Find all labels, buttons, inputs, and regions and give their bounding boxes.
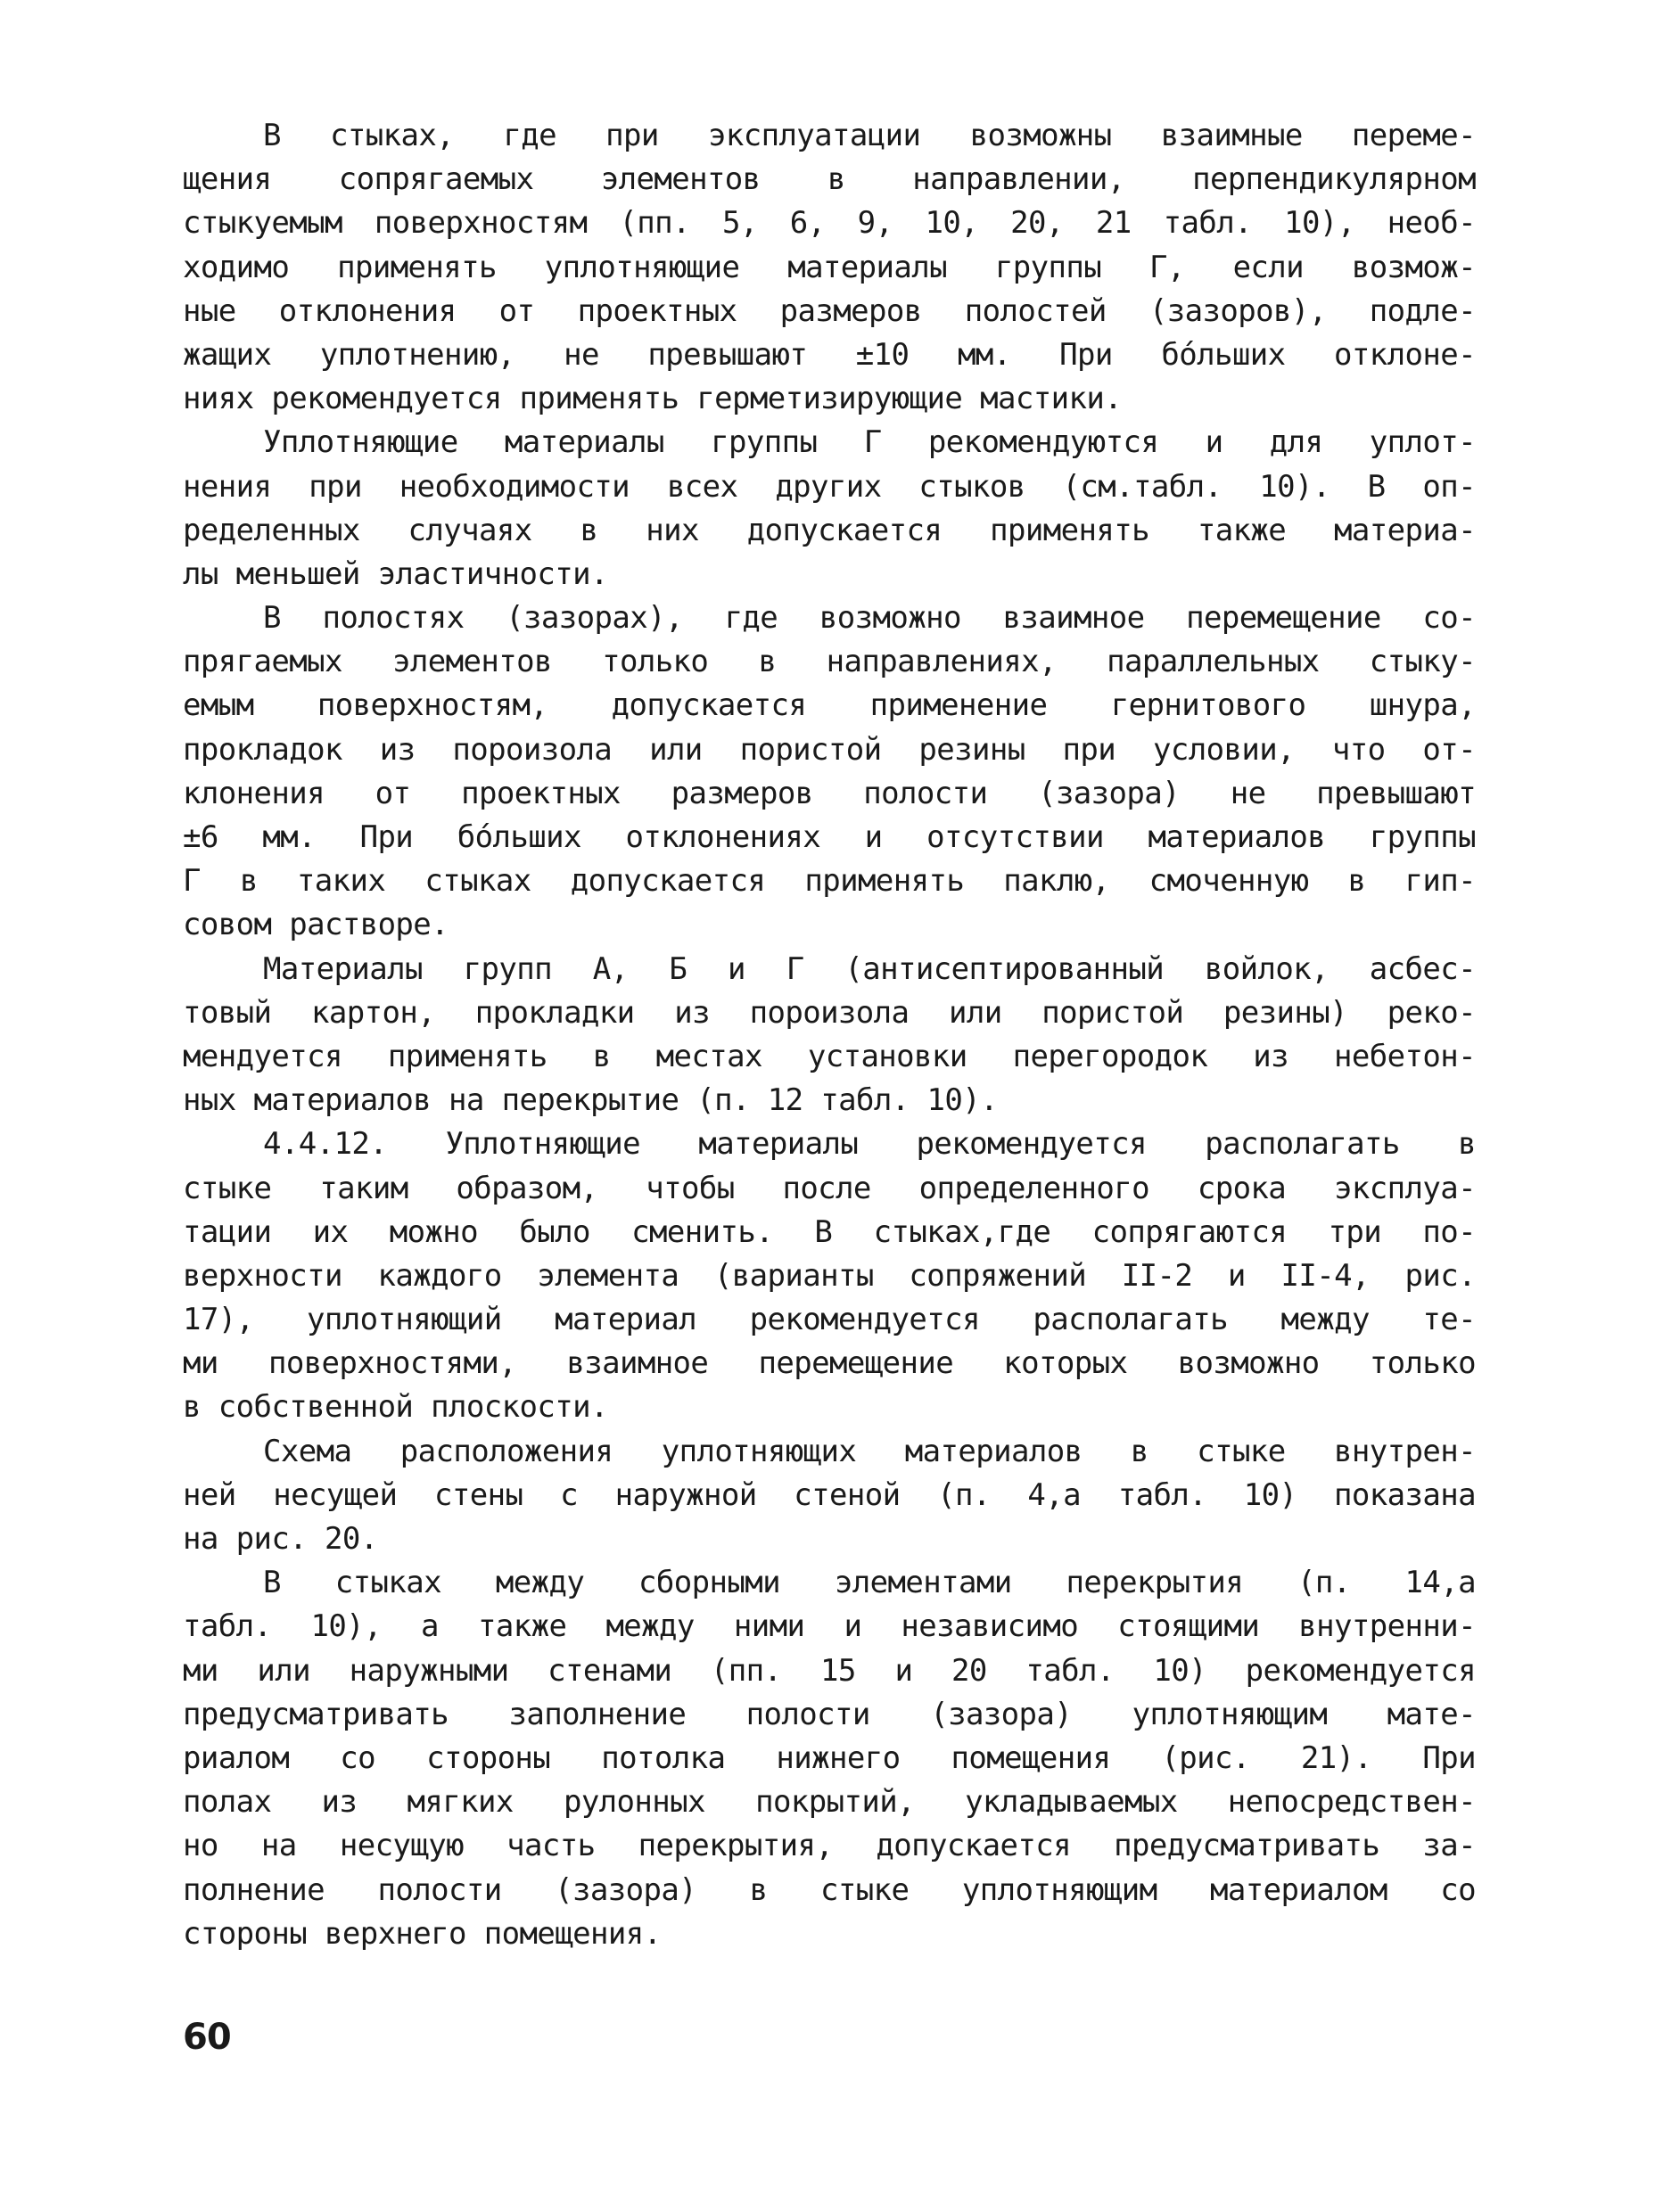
text-line: но на несущую часть перекрытия, допускается предусматривать за- — [183, 1828, 1476, 1864]
text-line: ми поверхностями, взаимное перемещение которых возможно только — [183, 1345, 1476, 1382]
text-line: стыкуемым поверхностям (пп. 5, 6, 9, 10, 20, 21 табл. 10), необ- — [183, 205, 1476, 242]
text-line: совом растворе. — [183, 907, 449, 943]
text-line: Уплотняющие материалы группы Г рекомендуются и для уплот- — [263, 424, 1476, 461]
text-line: прягаемых элементов только в направлениях, параллельных стыку- — [183, 644, 1476, 680]
text-line: на рис. 20. — [183, 1521, 378, 1557]
text-line: ми или наружными стенами (пп. 15 и 20 табл. 10) рекомендуется — [183, 1652, 1476, 1689]
text-line: товый картон, прокладки из пороизола или пористой резины) реко- — [183, 994, 1476, 1031]
text-line: лы меньшей эластичности. — [183, 555, 608, 592]
text-line: ных материалов на перекрытие (п. 12 табл. 10). — [183, 1082, 999, 1119]
text-line: риалом со стороны потолка нижнего помещения (рис. 21). При — [183, 1739, 1476, 1776]
text-line: верхности каждого элемента (варианты сопряжений II-2 и II-4, рис. — [183, 1257, 1476, 1294]
text-line: щения сопрягаемых элементов в направлении, перпендикулярном — [183, 161, 1476, 198]
text-line: стороны верхнего помещения. — [183, 1915, 662, 1952]
text-line: 4.4.12. Уплотняющие материалы рекомендуется располагать в — [263, 1126, 1476, 1163]
text-line: нения при необходимости всех других стыков (см.табл. 10). В оп- — [183, 468, 1476, 505]
text-line: В стыках между сборными элементами перекрытия (п. 14,а — [263, 1565, 1476, 1601]
text-line: Материалы групп А, Б и Г (антисептированный войлок, асбес- — [263, 950, 1476, 987]
text-line: ходимо применять уплотняющие материалы группы Г, если возмож- — [183, 249, 1476, 285]
text-line: клонения от проектных размеров полости (зазора) не превышают — [183, 775, 1476, 811]
text-line: стыке таким образом, чтобы после определенного срока эксплуа- — [183, 1170, 1476, 1206]
text-line: Схема расположения уплотняющих материалов в стыке внутрен- — [263, 1433, 1476, 1469]
body-text — [183, 114, 1476, 1956]
text-line: емым поверхностям, допускается применение гернитового шнура, — [183, 687, 1476, 724]
text-line: мендуется применять в местах установки перегородок из небетон- — [183, 1038, 1476, 1074]
text-line: табл. 10), а также между ними и независимо стоящими внутренни- — [183, 1608, 1476, 1645]
text-line: Г в таких стыках допускается применять паклю, смоченную в гип- — [183, 863, 1476, 900]
text-line: прокладок из пороизола или пористой резины при условии, что от- — [183, 731, 1476, 768]
text-line: ±6 мм. При бóльших отклонениях и отсутствии материалов группы — [183, 819, 1476, 855]
text-line: ределенных случаях в них допускается применять также материа- — [183, 512, 1476, 548]
page-number: 60 — [183, 2017, 231, 2058]
text-line: ные отклонения от проектных размеров полостей (зазоров), подле- — [183, 292, 1476, 329]
text-line: В стыках, где при эксплуатации возможны взаимные переме- — [263, 118, 1476, 153]
text-line: полах из мягких рулонных покрытий, укладываемых непосредствен- — [183, 1784, 1476, 1821]
text-line: полнение полости (зазора) в стыке уплотняющим материалом со — [183, 1871, 1476, 1908]
text-line: 17), уплотняющий материал рекомендуется располагать между те- — [183, 1302, 1476, 1338]
text-line: жащих уплотнению, не превышают ±10 мм. При бóльших отклоне- — [183, 336, 1476, 373]
text-line: предусматривать заполнение полости (зазора) уплотняющим мате- — [183, 1696, 1476, 1732]
text-line: ниях рекомендуется применять герметизирующие мастики. — [183, 381, 1123, 417]
text-line: ней несущей стены с наружной стеной (п. 4,а табл. 10) показана — [183, 1476, 1476, 1513]
text-line: тации их можно было сменить. В стыках,где сопрягаются три по- — [183, 1213, 1476, 1250]
text-line: В полостях (зазорах), где возможно взаимное перемещение со- — [263, 600, 1476, 637]
text-line: в собственной плоскости. — [183, 1389, 608, 1426]
